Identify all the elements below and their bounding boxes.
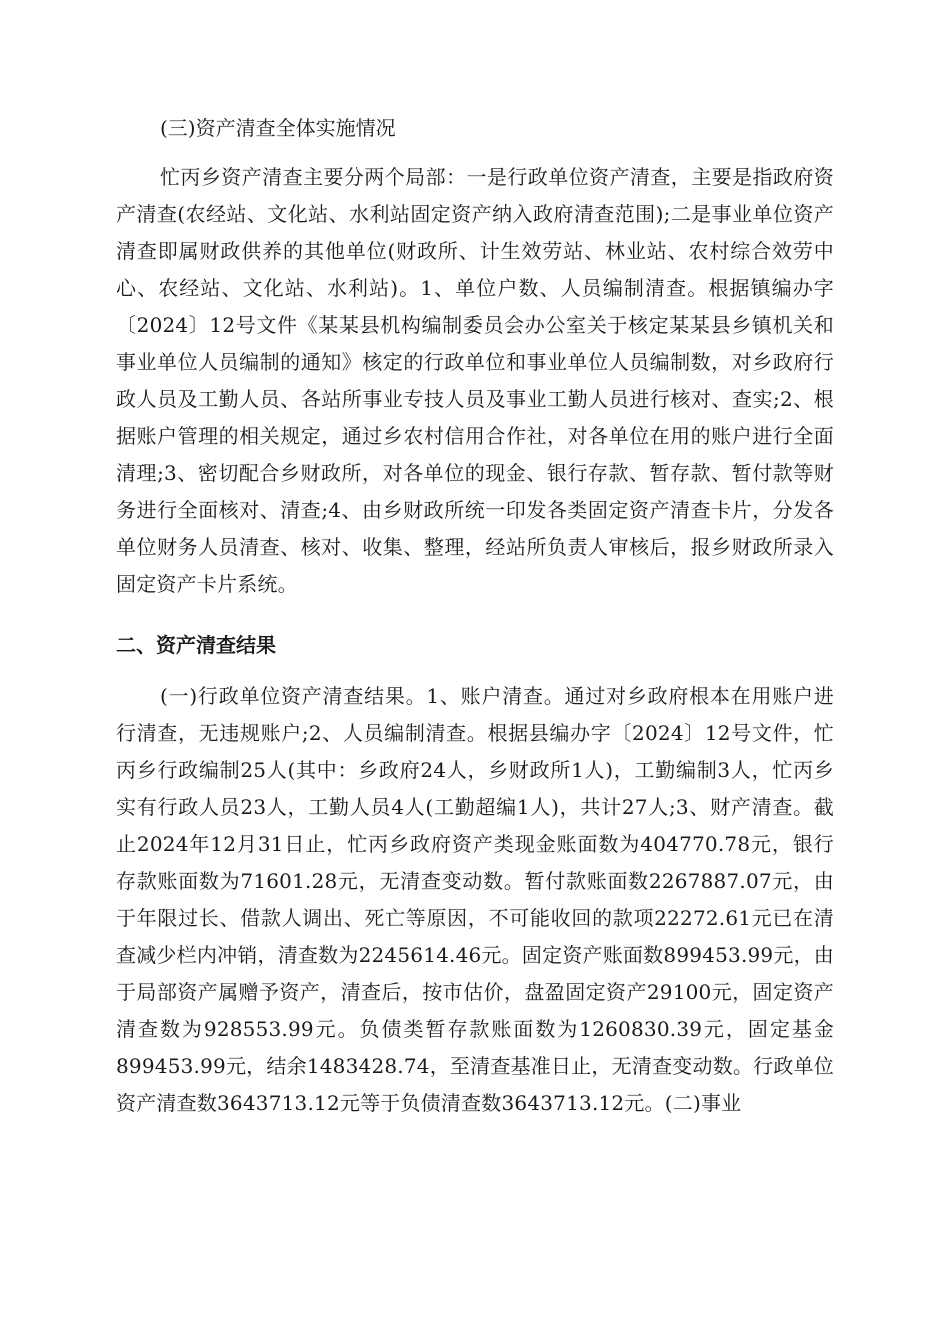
subheading-asset-inventory-implementation: (三)资产清查全体实施情况: [160, 116, 396, 140]
paragraph-administrative-results: (一)行政单位资产清查结果。1、账户清查。通过对乡政府根本在用账户进行清查，无违规账户;2、人员编制清查。根据县编办字〔2024〕12号文件，忙丙乡行政编制25人(其中：乡政府24人，乡财政所1人)，工勤编制3人，忙丙乡实有行政人员23人，工勤人员4人(工勤超编1人)，共计27人;3、财产清查。截止2024年12月31日止，忙丙乡政府资产类现金账面数为404770.78元，银行存款账面数为71601.28元，无清查变动数。暂付款账面数2267887.07元，由于年限过长、借款人调出、死亡等原因，不可能收回的款项22272.61元已在清查减少栏内冲销，清查数为2245614.46元。固定资产账面数899453.99元，由于局部资产属赠予资产，清查后，按市估价，盘盈固定资产29100元，固定资产清查数为928553.99元。负债类暂存款账面数为1260830.39元，固定基金899453.99元，结余1483428.74，至清查基准日止，无清查变动数。行政单位资产清查数3643713.12元等于负债清查数3643713.12元。(二)事业: [116, 684, 834, 1115]
document-body: [116, 110, 834, 1122]
section-title-inventory-results: 二、资产清查结果: [116, 633, 276, 657]
paragraph-implementation-details: 忙丙乡资产清查主要分两个局部：一是行政单位资产清查，主要是指政府资产清查(农经站、文化站、水利站固定资产纳入政府清查范围);二是事业单位资产清查即属财政供养的其他单位(财政所、计生效劳站、林业站、农村综合效劳中心、农经站、文化站、水利站)。1、单位户数、人员编制清查。根据镇编办字〔2024〕12号文件《某某县机构编制委员会办公室关于核定某某县乡镇机关和事业单位人员编制的通知》核定的行政单位和事业单位人员编制数，对乡政府行政人员及工勤人员、各站所事业专技人员及事业工勤人员进行核对、查实;2、根据账户管理的相关规定，通过乡农村信用合作社，对各单位在用的账户进行全面清理;3、密切配合乡财政所，对各单位的现金、银行存款、暂存款、暂付款等财务进行全面核对、清查;4、由乡财政所统一印发各类固定资产清查卡片，分发各单位财务人员清查、核对、收集、整理，经站所负责人审核后，报乡财政所录入固定资产卡片系统。: [116, 165, 834, 596]
